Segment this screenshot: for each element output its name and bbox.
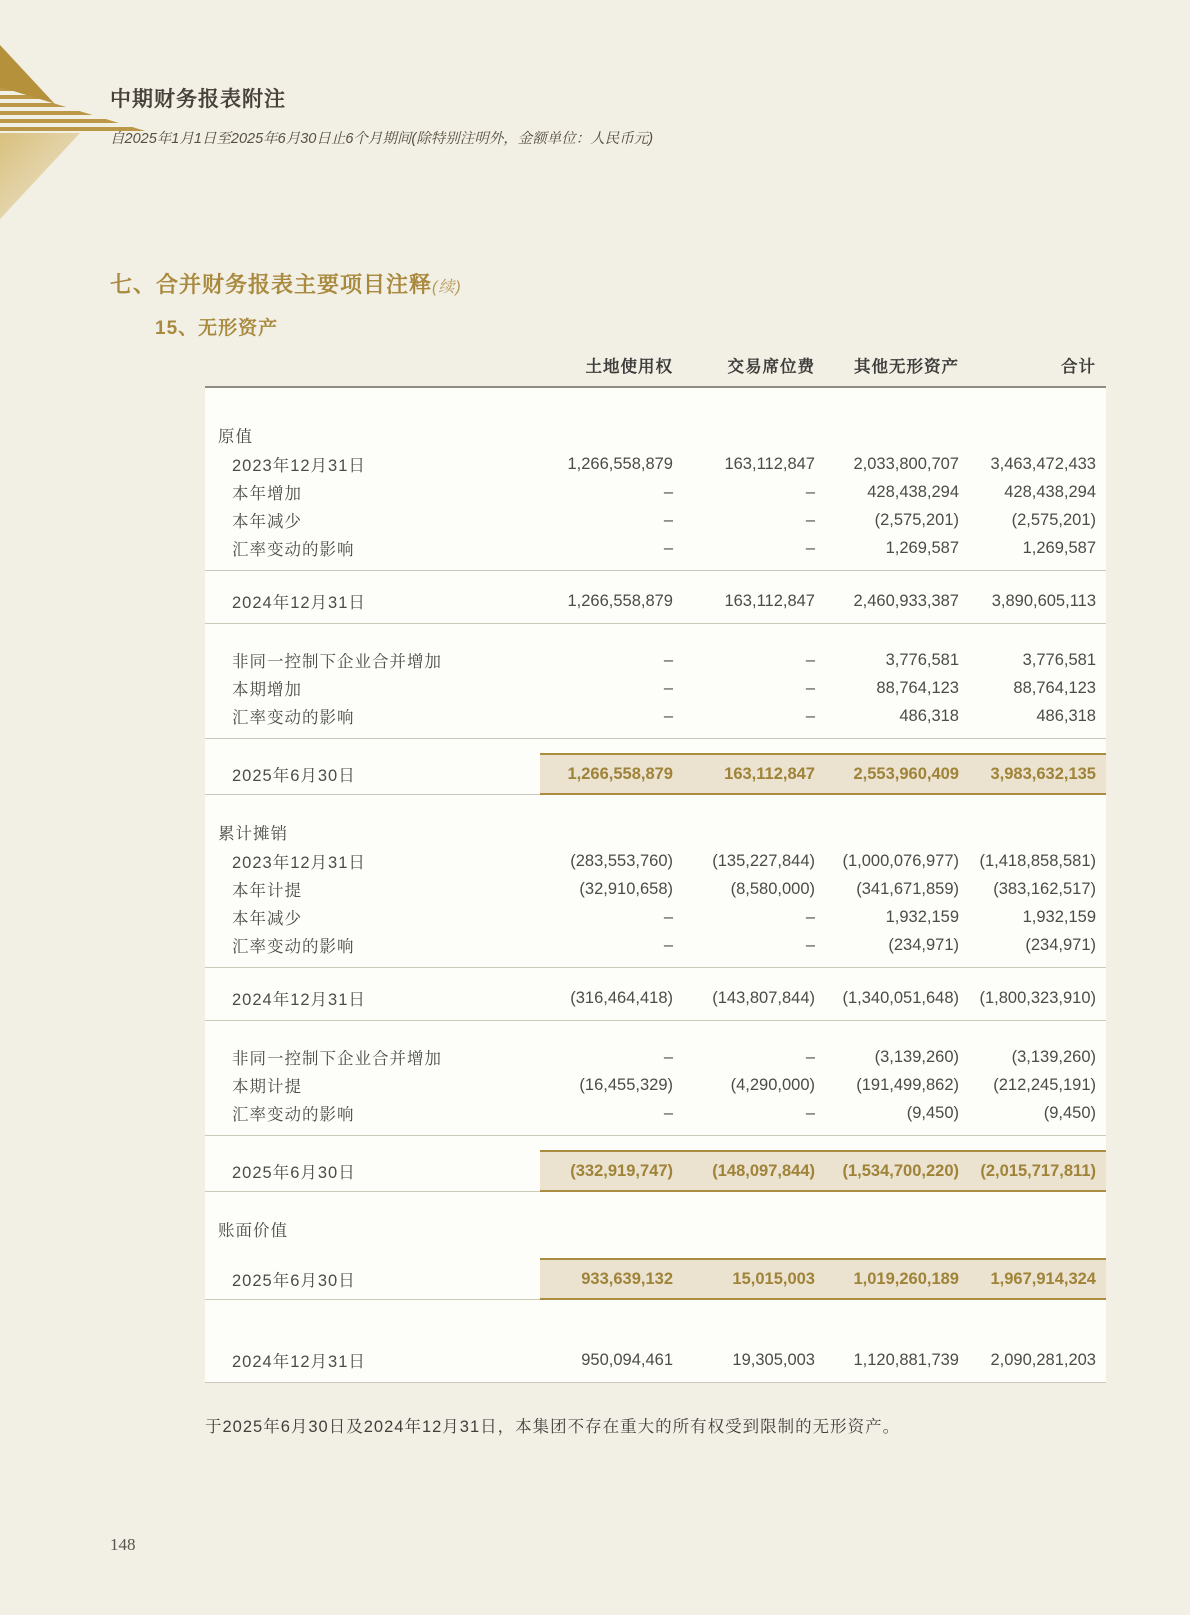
row-label: 本年增加 <box>232 485 302 503</box>
cell-value: 486,318 <box>899 706 959 725</box>
cell-value: (234,971) <box>1025 935 1096 954</box>
row-label: 汇率变动的影响 <box>232 938 355 956</box>
row-label: 非同一控制下企业合并增加 <box>232 1050 442 1068</box>
cell-value: (212,245,191) <box>993 1075 1096 1094</box>
cell-value: 950,094,461 <box>581 1350 673 1369</box>
cell-value: (3,139,260) <box>1011 1047 1096 1066</box>
cell-value: 3,983,632,135 <box>969 753 1106 795</box>
cell-value: 1,266,558,879 <box>567 454 673 473</box>
table-spacer <box>205 1192 1106 1214</box>
cell-value: 3,890,605,113 <box>991 591 1096 610</box>
table-row <box>205 534 1106 562</box>
cell-value: (9,450) <box>1043 1103 1096 1122</box>
cell-value: – <box>663 907 673 926</box>
cell-value: 2,460,933,387 <box>853 591 959 610</box>
table-header-row <box>205 352 1106 378</box>
cell-value: 163,112,847 <box>724 454 815 473</box>
row-label: 非同一控制下企业合并增加 <box>232 653 442 671</box>
cell-value: 2,090,281,203 <box>990 1350 1096 1369</box>
section-label: 账面价值 <box>218 1222 288 1240</box>
table-spacer <box>205 624 1106 646</box>
section-label: 原值 <box>218 428 253 446</box>
page-number: 148 <box>110 1535 136 1554</box>
row-label: 2025年6月30日 <box>205 1258 540 1300</box>
cell-value: – <box>663 510 673 529</box>
cell-value: – <box>805 907 815 926</box>
cell-value: – <box>663 706 673 725</box>
cell-value: (234,971) <box>888 935 959 954</box>
table-row <box>205 1043 1106 1071</box>
table-row-highlighted <box>205 753 1106 795</box>
section-title <box>110 268 462 299</box>
cell-value: – <box>663 1103 673 1122</box>
cell-value: (8,580,000) <box>730 879 815 898</box>
cell-value: (1,418,858,581) <box>979 851 1096 870</box>
cell-value: (1,800,323,910) <box>979 988 1096 1007</box>
cell-value: – <box>663 538 673 557</box>
table-rule <box>205 738 1106 739</box>
cell-value: (135,227,844) <box>712 851 815 870</box>
table-rule <box>205 1382 1106 1383</box>
footnote: 于2025年6月30日及2024年12月31日，本集团不存在重大的所有权受到限制的无形资产。 <box>205 1418 901 1436</box>
cell-value: – <box>805 706 815 725</box>
cell-value: (4,290,000) <box>730 1075 815 1094</box>
column-header-total: 合计 <box>1061 358 1096 376</box>
cell-value: – <box>663 935 673 954</box>
table-row <box>205 450 1106 478</box>
cell-value: – <box>805 538 815 557</box>
section-label: 累计摊销 <box>218 825 288 843</box>
row-label: 汇率变动的影响 <box>232 541 355 559</box>
table-row-highlighted <box>205 1258 1106 1300</box>
cell-value: – <box>805 1047 815 1066</box>
table-row <box>205 931 1106 959</box>
row-label: 2025年6月30日 <box>205 1150 540 1192</box>
cell-value: – <box>663 678 673 697</box>
table-body <box>205 388 1106 1383</box>
cell-value: – <box>805 1103 815 1122</box>
table-row <box>205 1346 1106 1374</box>
table-spacer <box>205 1300 1106 1330</box>
row-label: 本期增加 <box>232 681 302 699</box>
column-header-trading-seat-fees: 交易席位费 <box>727 358 815 376</box>
cell-value: – <box>805 678 815 697</box>
cell-value: 3,776,581 <box>1022 650 1096 669</box>
cell-value: 1,120,881,739 <box>853 1350 959 1369</box>
row-label: 2024年12月31日 <box>232 594 366 612</box>
cell-value: (1,000,076,977) <box>842 851 959 870</box>
table-rule <box>205 1135 1106 1136</box>
cell-value: 88,764,123 <box>876 678 959 697</box>
row-label: 本年减少 <box>232 910 302 928</box>
cell-value: 163,112,847 <box>724 591 815 610</box>
document-title: 中期财务报表附注 <box>110 88 286 111</box>
table-row-highlighted <box>205 1150 1106 1192</box>
cell-value: (32,910,658) <box>579 879 673 898</box>
table-row <box>205 646 1106 674</box>
column-header-other-intangibles: 其他无形资产 <box>854 358 959 376</box>
row-label: 汇率变动的影响 <box>232 709 355 727</box>
table-row <box>205 478 1106 506</box>
cell-value: 1,269,587 <box>1022 538 1096 557</box>
cell-value: 2,553,960,409 <box>825 753 969 795</box>
cell-value: 486,318 <box>1036 706 1096 725</box>
table-section-label-row <box>205 817 1106 847</box>
cell-value: (16,455,329) <box>579 1075 673 1094</box>
row-label: 本年计提 <box>232 882 302 900</box>
cell-value: 163,112,847 <box>683 753 825 795</box>
cell-value: – <box>663 1047 673 1066</box>
row-label: 2023年12月31日 <box>232 854 366 872</box>
section-title-text: 七、合并财务报表主要项目注释 <box>110 272 433 297</box>
cell-value: 1,266,558,879 <box>567 591 673 610</box>
cell-value: 3,463,472,433 <box>990 454 1096 473</box>
row-label: 2024年12月31日 <box>232 991 366 1009</box>
cell-value: (2,575,201) <box>874 510 959 529</box>
cell-value: (383,162,517) <box>993 879 1096 898</box>
cell-value: (283,553,760) <box>570 851 673 870</box>
table-spacer <box>205 795 1106 817</box>
cell-value: 1,932,159 <box>1022 907 1096 926</box>
cell-value: – <box>663 650 673 669</box>
cell-value: (9,450) <box>906 1103 959 1122</box>
table-rule <box>205 967 1106 968</box>
section-title-continued: (续) <box>432 279 462 296</box>
cell-value: 1,269,587 <box>885 538 959 557</box>
cell-value: (143,807,844) <box>712 988 815 1007</box>
table-row <box>205 903 1106 931</box>
cell-value: – <box>805 482 815 501</box>
table-row <box>205 702 1106 730</box>
corner-pale-triangle <box>0 133 80 219</box>
row-label: 2025年6月30日 <box>205 753 540 795</box>
cell-value: (2,015,717,811) <box>969 1150 1106 1192</box>
table-row <box>205 984 1106 1012</box>
table-spacer <box>205 1021 1106 1043</box>
cell-value: (332,919,747) <box>540 1150 683 1192</box>
cell-value: 88,764,123 <box>1013 678 1096 697</box>
table-section-label-row <box>205 420 1106 450</box>
cell-value: 428,438,294 <box>1004 482 1096 501</box>
row-label: 本年减少 <box>232 513 302 531</box>
row-label: 2024年12月31日 <box>232 1353 366 1371</box>
cell-value: (316,464,418) <box>570 988 673 1007</box>
table-row <box>205 1071 1106 1099</box>
cell-value: (191,499,862) <box>856 1075 959 1094</box>
cell-value: 1,266,558,879 <box>540 753 683 795</box>
cell-value: 428,438,294 <box>867 482 959 501</box>
cell-value: (148,097,844) <box>683 1150 825 1192</box>
document-subtitle: 自2025年1月1日至2025年6月30日止6个月期间(除特别注明外，金额单位：人民币元) <box>110 131 654 147</box>
cell-value: 1,932,159 <box>885 907 959 926</box>
cell-value: (1,534,700,220) <box>825 1150 969 1192</box>
cell-value: – <box>663 482 673 501</box>
cell-value: – <box>805 650 815 669</box>
table-rule <box>205 570 1106 571</box>
cell-value: 15,015,003 <box>683 1258 825 1300</box>
cell-value: 1,019,260,189 <box>825 1258 969 1300</box>
cell-value: 2,033,800,707 <box>853 454 959 473</box>
cell-value: 19,305,003 <box>732 1350 815 1369</box>
intangible-assets-table <box>205 352 1106 1437</box>
table-row <box>205 847 1106 875</box>
cell-value: – <box>805 935 815 954</box>
cell-value: 1,967,914,324 <box>969 1258 1106 1300</box>
row-label: 本期计提 <box>232 1078 302 1096</box>
cell-value: 3,776,581 <box>885 650 959 669</box>
column-header-land-use-rights: 土地使用权 <box>585 358 673 376</box>
cell-value: (1,340,051,648) <box>842 988 959 1007</box>
table-row <box>205 1099 1106 1127</box>
cell-value: (341,671,859) <box>856 879 959 898</box>
document-header <box>110 83 653 148</box>
row-label: 2023年12月31日 <box>232 457 366 475</box>
subsection-title: 15、无形资产 <box>155 318 279 339</box>
table-section-label-row <box>205 1214 1106 1244</box>
table-row <box>205 587 1106 615</box>
table-row <box>205 674 1106 702</box>
row-label: 汇率变动的影响 <box>232 1106 355 1124</box>
table-row <box>205 506 1106 534</box>
cell-value: – <box>805 510 815 529</box>
table-row <box>205 875 1106 903</box>
cell-value: 933,639,132 <box>540 1258 683 1300</box>
cell-value: (3,139,260) <box>874 1047 959 1066</box>
cell-value: (2,575,201) <box>1011 510 1096 529</box>
